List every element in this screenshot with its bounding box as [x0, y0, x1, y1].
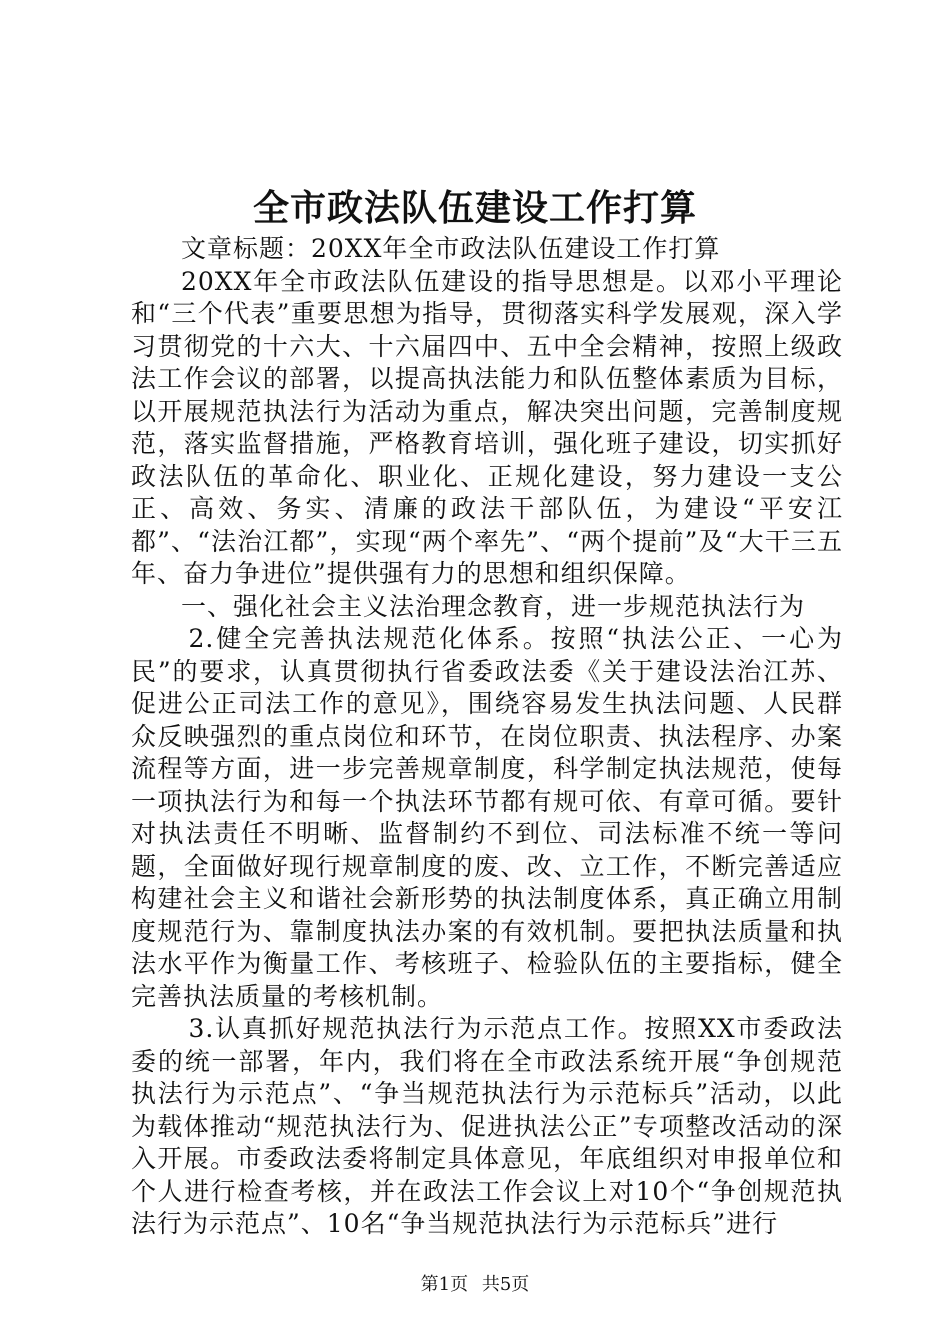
page-number: 第1页: [420, 1274, 469, 1295]
article-title-line: 文章标题：20XX年全市政法队伍建设工作打算: [181, 234, 721, 263]
paragraph-item-3: 3.认真抓好规范执法行为示范点工作。按照XX市委政法委的统一部署，年内，我们将在全市政法系统开展“争创规范执法行为示范点”、“争当规范执法行为示范标兵”活动，以此为载体推动“规范执法行为、促进执法公正”专项整改活动的深入开展。市委政法委将制定具体意见，年底组织对申报单位和个人进行检查考核，并在政法工作会议上对10个“争创规范执法行为示范点”、10名“争当规范执法行为示范标兵”进行: [131, 1014, 843, 1238]
paragraph-guiding-thought: 20XX年全市政法队伍建设的指导思想是。以邓小平理论和“三个代表”重要思想为指导，贯彻落实科学发展观，深入学习贯彻党的十六大、十六届四中、五中全会精神，按照上级政法工作会议的部署，以提高执法能力和队伍整体素质为目标，以开展规范执法行为活动为重点，解决突出问题，完善制度规范，落实监督措施，严格教育培训，强化班子建设，切实抓好政法队伍的革命化、职业化、正规化建设，努力建设一支公正、高效、务实、清廉的政法干部队伍，为建设“平安江都”、“法治江都”，实现“两个率先”、“两个提前”及“大干三五年、奋力争进位”提供强有力的思想和组织保障。: [131, 266, 843, 588]
document-title: 全市政法队伍建设工作打算: [252, 187, 697, 229]
paragraph-item-2: 2.健全完善执法规范化体系。按照“执法公正、一心为民”的要求，认真贯彻执行省委政法委《关于建设法治江苏、促进公正司法工作的意见》，围绕容易发生执法问题、人民群众反映强烈的重点岗位和环节，在岗位职责、执法程序、办案流程等方面，进一步完善规章制度，科学制定执法规范，使每一项执法行为和每一个执法环节都有规可依、有章可循。要针对执法责任不明晰、监督制约不到位、司法标准不统一等问题，全面做好现行规章制度的废、改、立工作，不断完善适应构建社会主义和谐社会新形势的执法制度体系，真正确立用制度规范行为、靠制度执法办案的有效机制。要把执法质量和执法水平作为衡量工作、考核班子、检验队伍的主要指标，健全完善执法质量的考核机制。: [131, 624, 843, 1011]
page-total: 共5页: [481, 1274, 530, 1295]
document-body: [131, 233, 843, 1241]
page-footer: [0, 1273, 950, 1297]
section-heading-1: 一、强化社会主义法治理念教育，进一步规范执法行为: [181, 591, 806, 621]
